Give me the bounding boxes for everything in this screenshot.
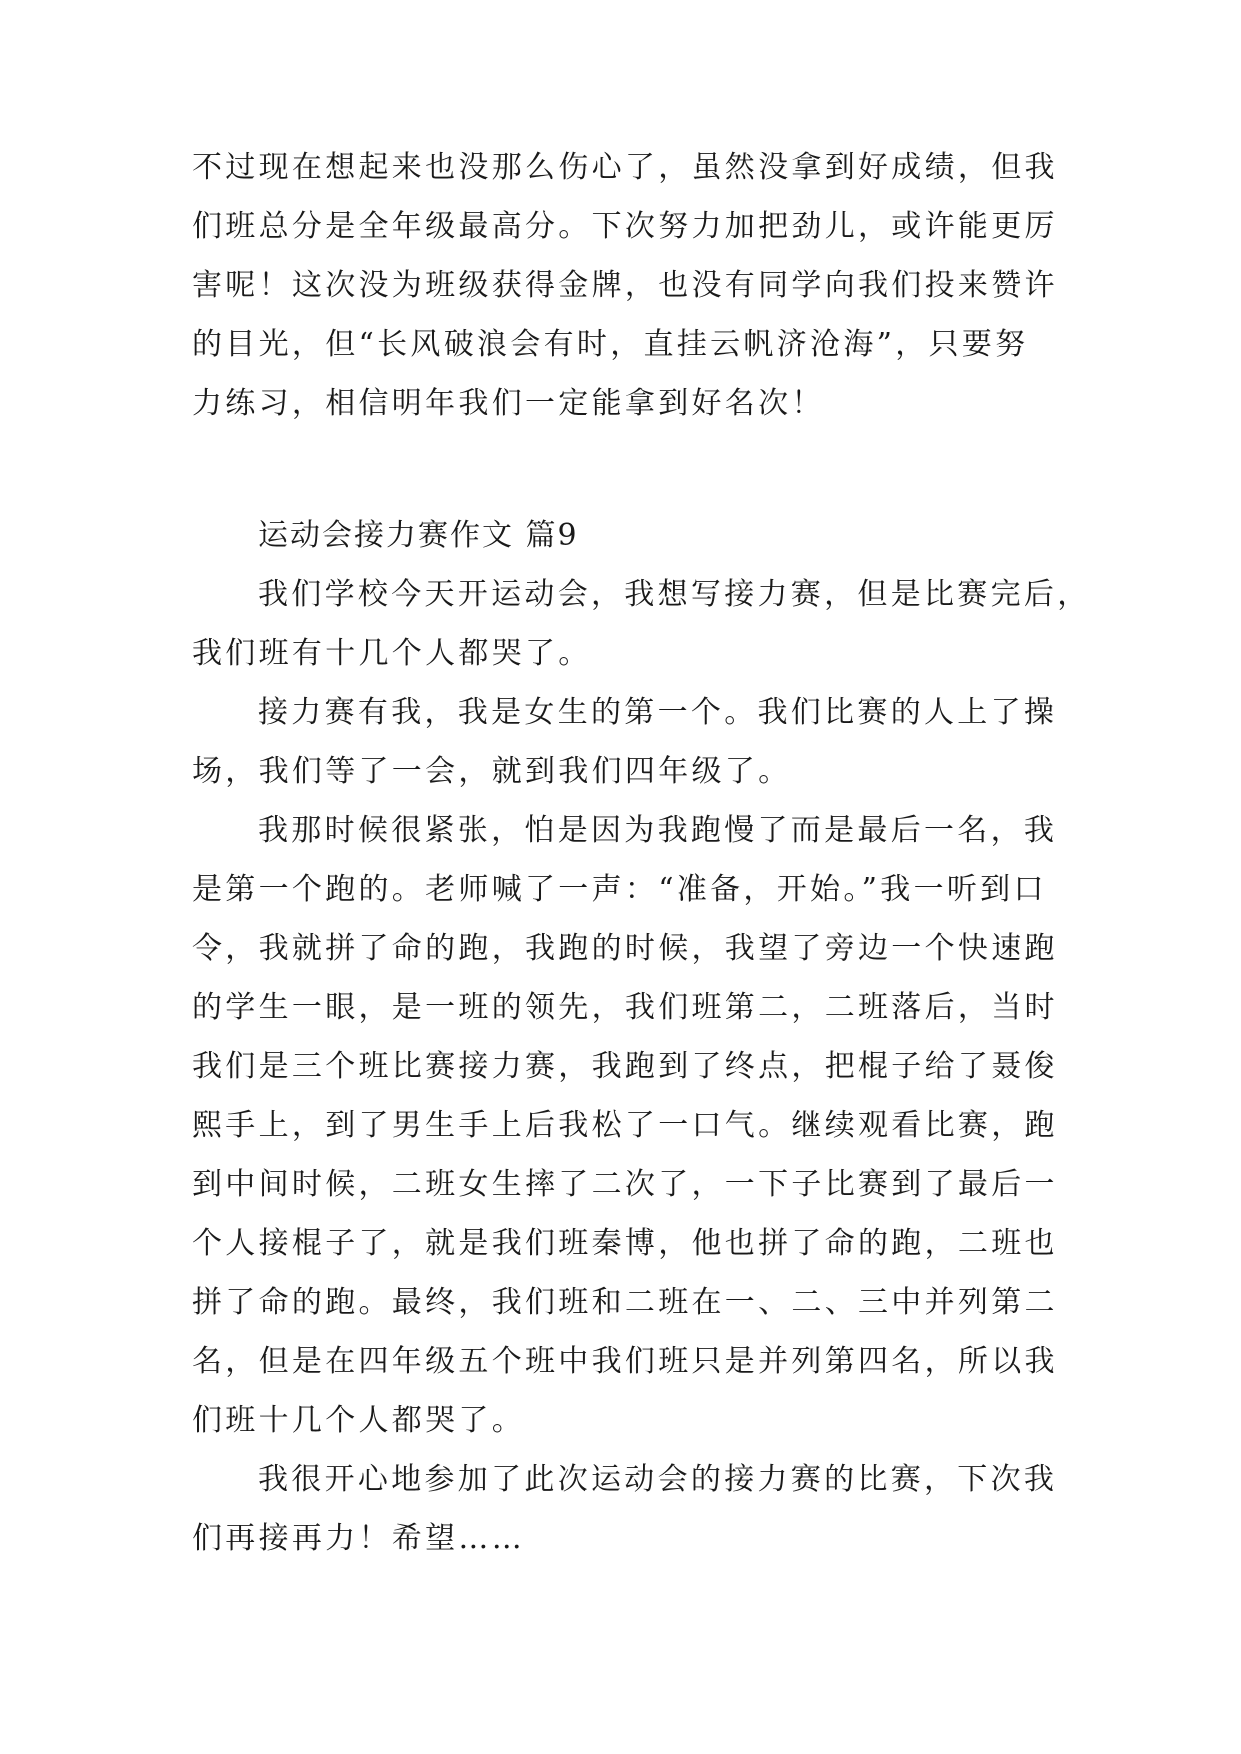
text-line: 我们学校今天开运动会，我想写接力赛，但是比赛完后， xyxy=(258,577,1091,612)
section-heading: 运动会接力赛作文 篇9 xyxy=(258,518,579,553)
text-line: 害呢！这次没为班级获得金牌，也没有同学向我们投来赞许 xyxy=(192,268,1058,303)
text-line: 我们是三个班比赛接力赛，我跑到了终点，把棍子给了聂俊 xyxy=(192,1049,1058,1084)
text-line: 的目光，但“长风破浪会有时，直挂云帆济沧海”，只要努 xyxy=(192,327,1029,362)
text-line: 们班总分是全年级最高分。下次努力加把劲儿，或许能更厉 xyxy=(192,209,1058,244)
text-line: 令，我就拼了命的跑，我跑的时候，我望了旁边一个快速跑 xyxy=(192,931,1058,966)
text-line: 到中间时候，二班女生摔了二次了，一下子比赛到了最后一 xyxy=(192,1167,1058,1202)
text-line: 我很开心地参加了此次运动会的接力赛的比赛，下次我 xyxy=(258,1462,1058,1497)
text-line: 是第一个跑的。老师喊了一声：“准备，开始。”我一听到口 xyxy=(192,872,1047,907)
text-line: 不过现在想起来也没那么伤心了，虽然没拿到好成绩，但我 xyxy=(192,150,1058,185)
text-line: 们班十几个人都哭了。 xyxy=(192,1403,525,1438)
text-line: 接力赛有我，我是女生的第一个。我们比赛的人上了操 xyxy=(258,695,1058,730)
text-line: 拼了命的跑。最终，我们班和二班在一、二、三中并列第二 xyxy=(192,1285,1058,1320)
text-line: 我那时候很紧张，怕是因为我跑慢了而是最后一名，我 xyxy=(258,813,1058,848)
text-line: 们再接再力！希望…… xyxy=(192,1521,525,1556)
text-line: 我们班有十几个人都哭了。 xyxy=(192,636,592,671)
text-line: 名，但是在四年级五个班中我们班只是并列第四名，所以我 xyxy=(192,1344,1058,1379)
text-line: 的学生一眼，是一班的领先，我们班第二，二班落后，当时 xyxy=(192,990,1058,1025)
text-line: 力练习，相信明年我们一定能拿到好名次！ xyxy=(192,386,825,421)
text-line: 熙手上，到了男生手上后我松了一口气。继续观看比赛，跑 xyxy=(192,1108,1058,1143)
text-line: 场，我们等了一会，就到我们四年级了。 xyxy=(192,754,792,789)
text-line: 个人接棍子了，就是我们班秦博，他也拼了命的跑，二班也 xyxy=(192,1226,1058,1261)
